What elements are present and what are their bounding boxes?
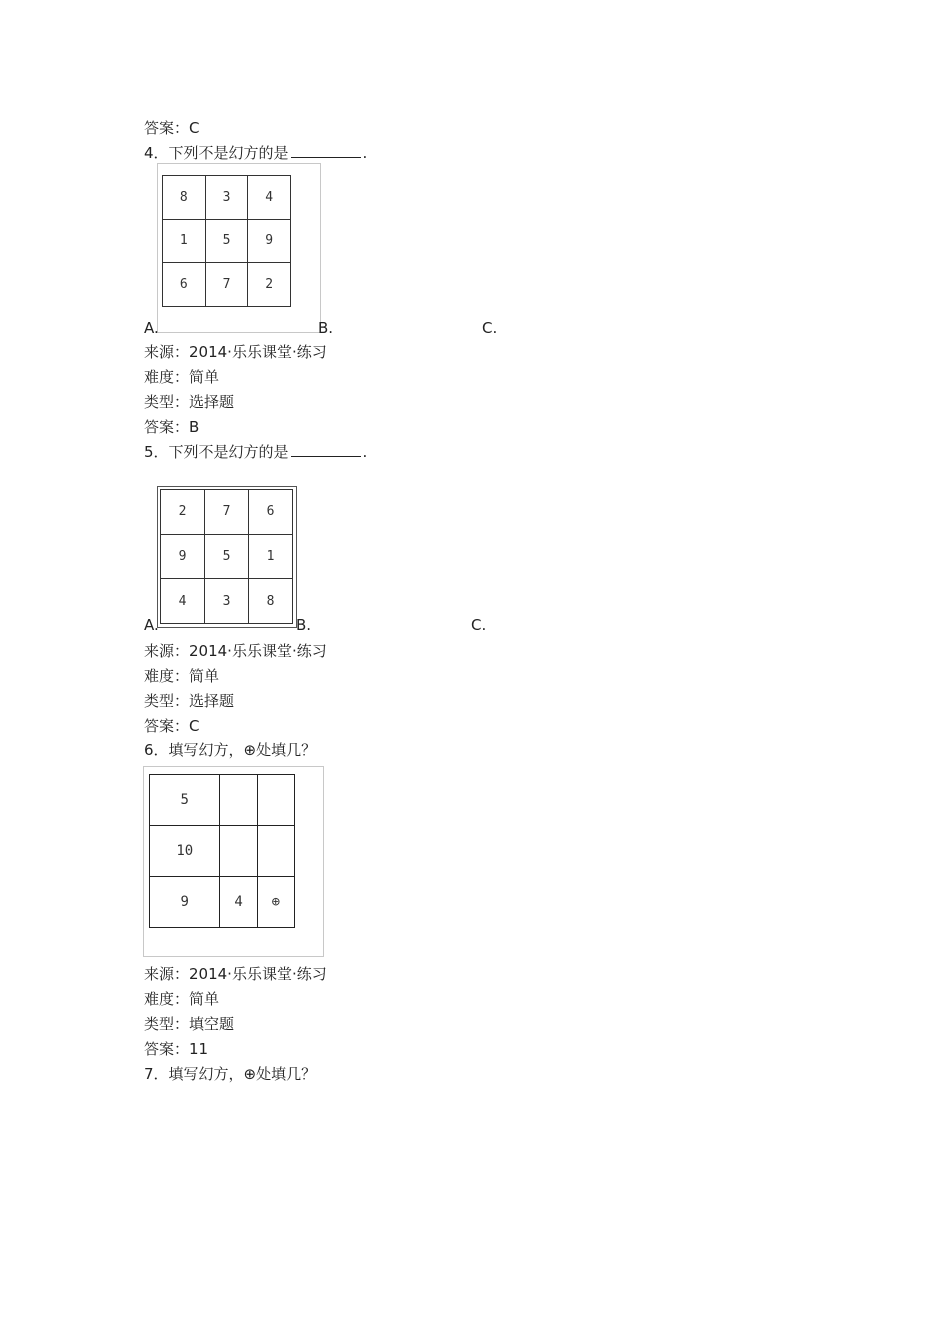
grid-cell [257,826,294,877]
answer-line: 答案：B [144,418,200,436]
question-7-text: 7．填写幻方， [144,1065,244,1083]
grid-cell: 4 [220,877,257,928]
grid-cell: 9 [161,534,205,579]
option-a[interactable]: A. [144,319,159,337]
source-line: 来源：2014·乐乐课堂·练习 [144,965,327,983]
difficulty-line: 难度：简单 [144,368,220,386]
grid-cell [220,826,257,877]
question-7-tail: 处填几？ [256,1065,317,1083]
question-5-text: 5．下列不是幻方的是 [144,443,289,461]
grid-cell: 7 [205,263,248,307]
q6-image [143,766,324,957]
grid-cell: 5 [205,534,249,579]
grid-cell: 1 [163,219,206,263]
source-line: 来源：2014·乐乐课堂·练习 [144,343,327,361]
question-6 [144,740,316,760]
option-c[interactable]: C. [482,319,498,337]
grid-cell: 5 [205,219,248,263]
circle-plus-icon: ⊕ [243,1065,257,1083]
q5-magic-square [160,489,293,624]
grid-cell: 2 [248,263,291,307]
type-line: 类型：填空题 [144,1015,235,1033]
answer-blank [291,442,361,457]
answer-line: 答案：C [144,717,200,735]
option-c[interactable]: C. [471,616,487,634]
q5-option-a-image [157,486,297,628]
grid-cell: 5 [150,775,220,826]
question-7 [144,1064,316,1084]
q6-magic-square [149,774,295,928]
grid-cell: 8 [249,579,293,624]
grid-cell: 9 [248,219,291,263]
difficulty-line: 难度：简单 [144,667,220,685]
question-4-text: 4．下列不是幻方的是 [144,144,289,162]
grid-cell: 8 [163,176,206,220]
answer-blank [291,143,361,158]
option-b[interactable]: B. [296,616,312,634]
source-line: 来源：2014·乐乐课堂·练习 [144,642,327,660]
type-line: 类型：选择题 [144,393,235,411]
grid-cell: 3 [205,579,249,624]
question-5-period: . [362,443,368,461]
grid-cell: ⊕ [257,877,294,928]
option-a[interactable]: A. [144,616,159,634]
grid-cell: 6 [249,490,293,535]
difficulty-line: 难度：简单 [144,990,220,1008]
q4-magic-square [162,175,291,307]
grid-cell [220,775,257,826]
grid-cell [257,775,294,826]
grid-cell: 2 [161,490,205,535]
grid-cell: 7 [205,490,249,535]
question-4 [144,143,367,163]
question-4-period: . [362,144,368,162]
grid-cell: 10 [150,826,220,877]
grid-cell: 6 [163,263,206,307]
grid-cell: 4 [161,579,205,624]
answer-line: 答案：C [144,119,200,137]
question-6-text: 6．填写幻方， [144,741,244,759]
grid-cell: 4 [248,176,291,220]
question-5 [144,442,367,462]
q4-option-a-image [157,163,321,333]
type-line: 类型：选择题 [144,692,235,710]
question-6-tail: 处填几？ [256,741,317,759]
circle-plus-icon: ⊕ [243,741,257,759]
grid-cell: 1 [249,534,293,579]
option-b[interactable]: B. [318,319,334,337]
answer-line: 答案：11 [144,1040,209,1058]
grid-cell: 9 [150,877,220,928]
grid-cell: 3 [205,176,248,220]
